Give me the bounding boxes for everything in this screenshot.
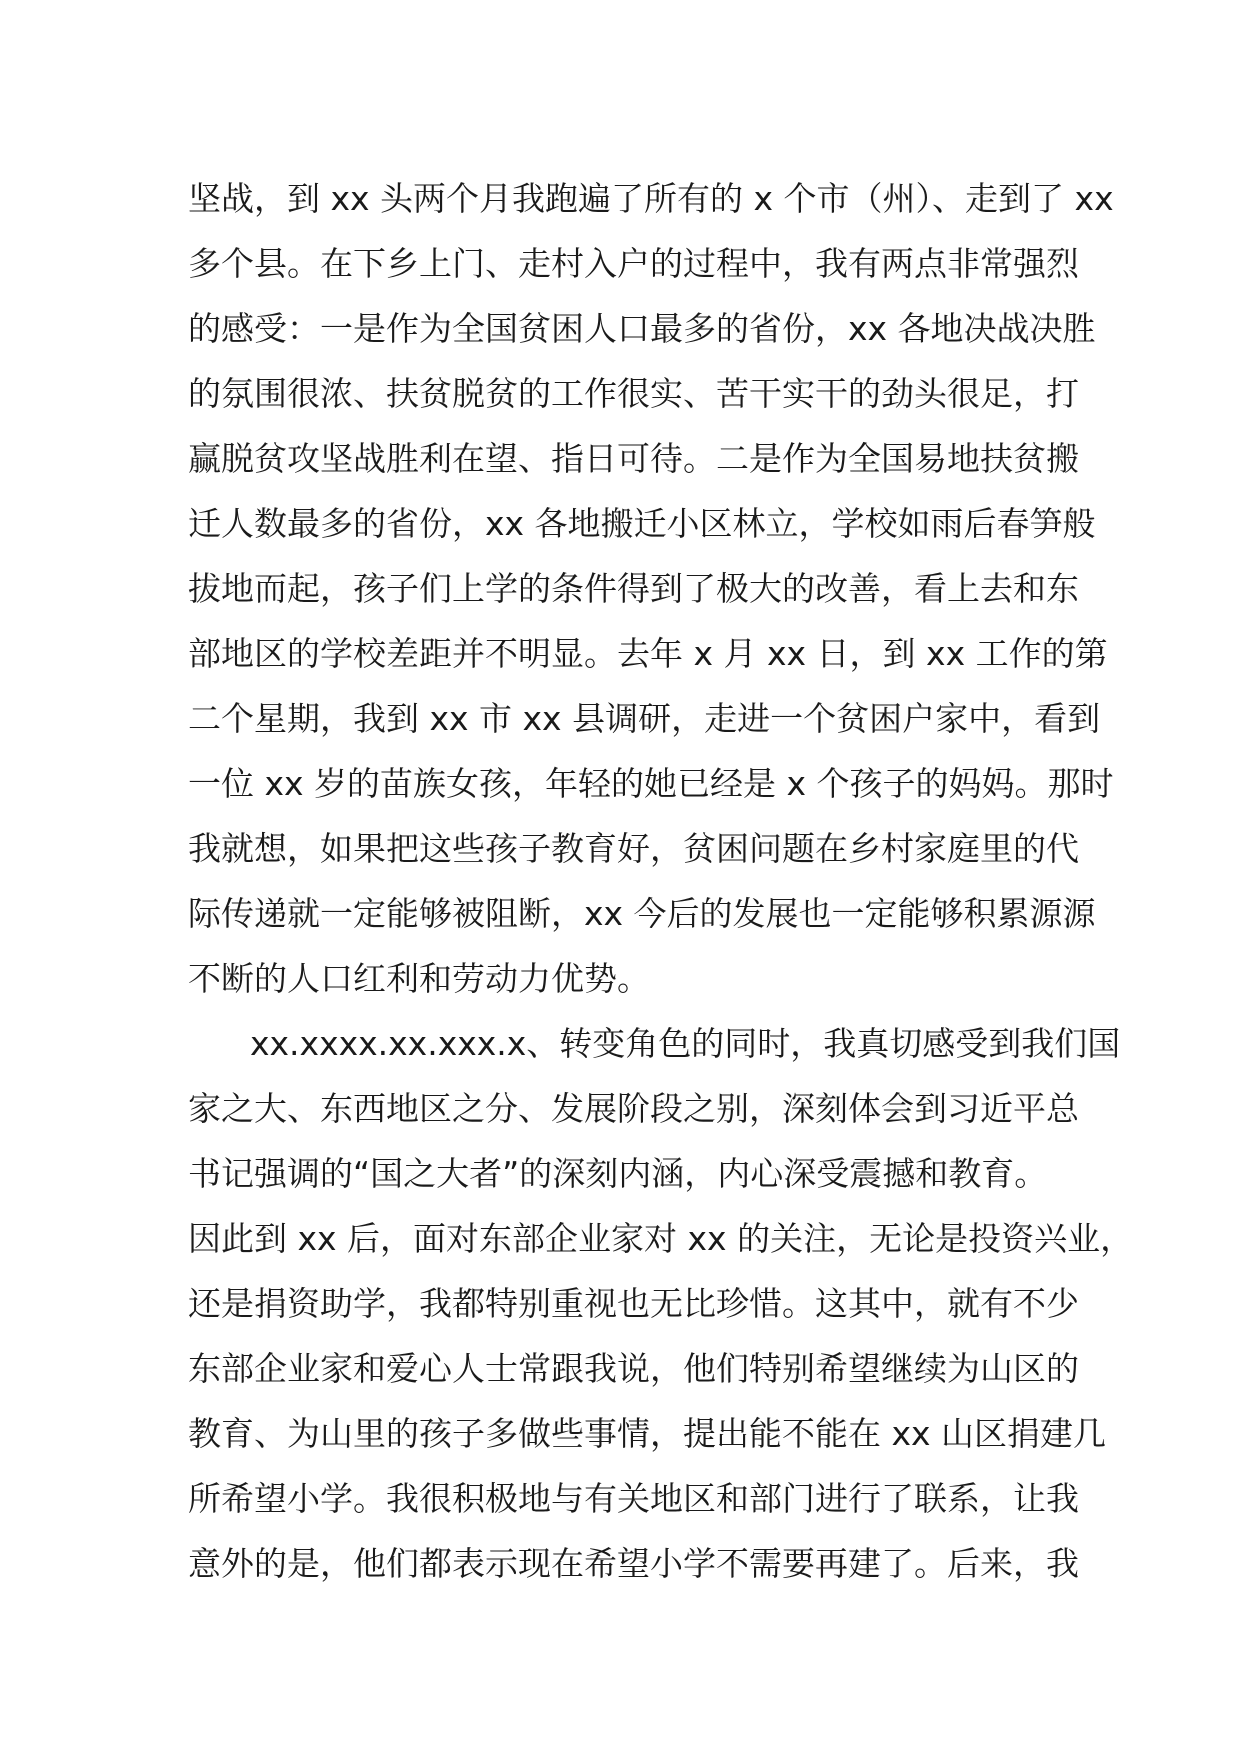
text-line: 教育、为山里的孩子多做些事情，提出能不能在 xx 山区捐建几 [188, 1414, 1107, 1453]
text-line: 还是捐资助学，我都特别重视也无比珍惜。这其中，就有不少 [188, 1284, 1079, 1323]
text-line: 家之大、东西地区之分、发展阶段之别，深刻体会到习近平总 [188, 1089, 1079, 1128]
text-line: 一位 xx 岁的苗族女孩，年轻的她已经是 x 个孩子的妈妈。那时 [188, 764, 1114, 803]
text-line: 坚战，到 xx 头两个月我跑遍了所有的 x 个市（州）、走到了 xx [188, 179, 1114, 218]
text-line: 迁人数最多的省份，xx 各地搬迁小区林立，学校如雨后春笋般 [188, 504, 1096, 543]
text-line: 的感受：一是作为全国贫困人口最多的省份，xx 各地决战决胜 [188, 309, 1096, 348]
text-line: 二个星期，我到 xx 市 xx 县调研，走进一个贫困户家中，看到 [188, 699, 1101, 738]
text-line: 我就想，如果把这些孩子教育好，贫困问题在乡村家庭里的代 [188, 829, 1079, 868]
body-text [188, 166, 1134, 1596]
text-line: 所希望小学。我很积极地与有关地区和部门进行了联系，让我 [188, 1479, 1079, 1518]
text-line: 不断的人口红利和劳动力优势。 [188, 959, 650, 998]
text-line: 赢脱贫攻坚战胜利在望、指日可待。二是作为全国易地扶贫搬 [188, 439, 1079, 478]
text-line: 拔地而起，孩子们上学的条件得到了极大的改善，看上去和东 [188, 569, 1079, 608]
text-line: 书记强调的“国之大者”的深刻内涵，内心深受震撼和教育。 [188, 1154, 1048, 1193]
text-line: 际传递就一定能够被阻断，xx 今后的发展也一定能够积累源源 [188, 894, 1096, 933]
text-line-paragraph-start: xx.xxxx.xx.xxx.x、转变角色的同时，我真切感受到我们国 [250, 1024, 1121, 1063]
text-line: 因此到 xx 后，面对东部企业家对 xx 的关注，无论是投资兴业， [188, 1219, 1134, 1258]
text-line: 的氛围很浓、扶贫脱贫的工作很实、苦干实干的劲头很足，打 [188, 374, 1079, 413]
text-line: 部地区的学校差距并不明显。去年 x 月 xx 日，到 xx 工作的第 [188, 634, 1108, 673]
text-line: 多个县。在下乡上门、走村入户的过程中，我有两点非常强烈 [188, 244, 1079, 283]
text-line: 东部企业家和爱心人士常跟我说，他们特别希望继续为山区的 [188, 1349, 1079, 1388]
text-line: 意外的是，他们都表示现在希望小学不需要再建了。后来，我 [188, 1544, 1079, 1583]
